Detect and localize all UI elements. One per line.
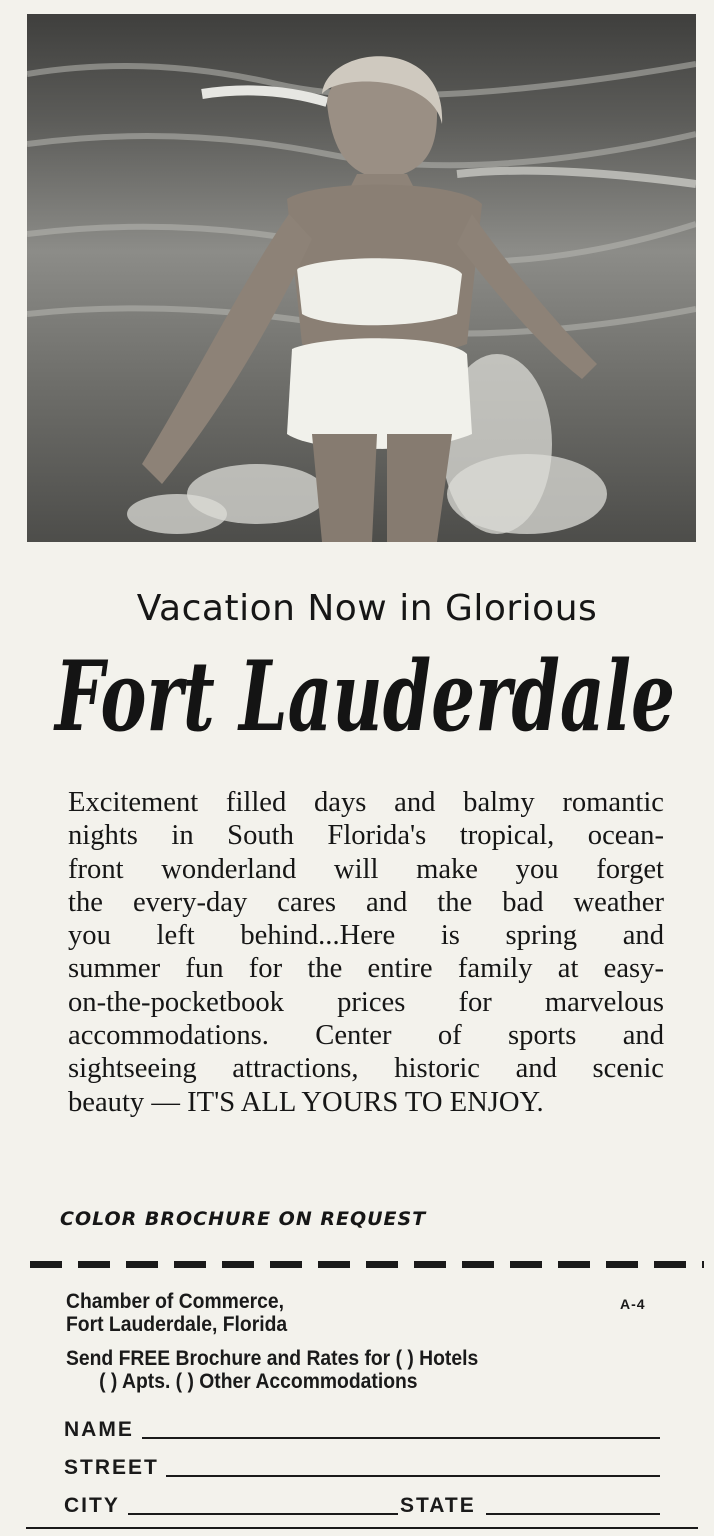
state-field[interactable] [486,1513,660,1515]
city-label: CITY [64,1494,120,1517]
brochure-note: COLOR BROCHURE ON REQUEST [60,1208,427,1230]
name-field[interactable] [142,1437,660,1439]
body-line: Excitement filled days and balmy romantic [68,787,664,818]
coupon-code: A-4 [620,1296,646,1312]
body-line: front wonderland will make you forget [68,853,664,885]
coupon-cut-line [30,1261,704,1268]
body-line: summer fun for the entire family at easy- [68,953,664,985]
street-label: STREET [64,1456,159,1479]
body-line: beauty — IT'S ALL YOURS TO ENJOY. [68,1086,544,1118]
address-line: Chamber of Commerce, [66,1290,284,1313]
city-field[interactable] [128,1513,398,1515]
woman-in-surf-photo [27,14,696,542]
body-line: you left behind...Here is spring and [68,920,664,952]
beach-photo [27,14,696,542]
bottom-border [26,1527,698,1529]
request-line[interactable]: Send FREE Brochure and Rates for ( ) Hotels [66,1347,479,1370]
body-line: sightseeing attractions, historic and scenic [68,1053,664,1085]
script-title [50,638,680,758]
body-line: on-the-pocketbook prices for marvelous [68,986,664,1018]
script-title-lettering [50,638,680,758]
name-label: NAME [64,1418,134,1441]
request-line[interactable]: ( ) Apts. ( ) Other Accommodations [99,1370,418,1393]
state-label: STATE [400,1494,476,1517]
body-line: the every-day cares and the bad weather [68,886,664,918]
body-copy [68,786,664,1119]
coupon-address [66,1290,618,1393]
headline: Vacation Now in Glorious [136,588,598,629]
street-field[interactable] [166,1475,660,1477]
script-title-text: Fort Lauderdale [52,640,675,753]
body-line: accommodations. Center of sports and [68,1020,664,1052]
address-line: Fort Lauderdale, Florida [66,1313,288,1336]
body-line: nights in South Florida's tropical, ocean- [68,820,664,852]
